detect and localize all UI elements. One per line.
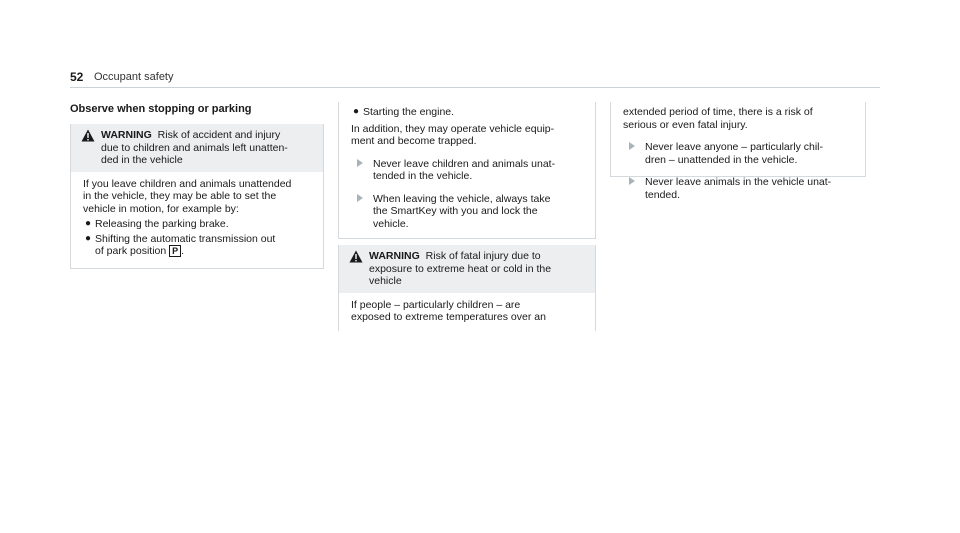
instruction-step (623, 141, 855, 166)
list-item (351, 106, 585, 119)
instruction-step (351, 158, 585, 183)
section-title: Occupant safety (94, 71, 174, 83)
bullet-dot-icon: ● (85, 218, 92, 229)
warning-box-temperature-continued (610, 102, 866, 201)
warning-text (101, 129, 288, 167)
instruction-step (351, 193, 585, 231)
warning-box-temperature (338, 245, 596, 331)
step-text: When leaving the vehicle, always take (373, 192, 551, 205)
warning-body (71, 172, 323, 268)
warning-header (71, 124, 323, 172)
step-text: Never leave anyone – particularly chil- (645, 141, 824, 153)
page-number: 52 (70, 70, 84, 84)
bullet-dot-icon: ● (353, 106, 360, 117)
list-item-text: Starting the engine. (363, 106, 455, 118)
triangle-right-icon (629, 177, 635, 185)
warning-box-accident (70, 124, 324, 269)
body-line: in the vehicle, they may be able to set the (83, 190, 277, 202)
step-text: Never leave children and animals unat- (373, 157, 556, 170)
step-text: Never leave animals in the vehicle unat- (645, 176, 832, 188)
warning-header (339, 245, 595, 293)
warning-label: WARNING (369, 250, 420, 262)
triangle-right-icon (357, 159, 363, 167)
step-text: vehicle. (373, 217, 409, 230)
step-text: tended. (645, 188, 681, 201)
triangle-right-icon (629, 142, 635, 150)
step-text: the SmartKey with you and lock the (373, 205, 538, 217)
warning-label: WARNING (101, 129, 152, 141)
warning-triangle-icon (349, 250, 363, 263)
body-paragraph (83, 178, 313, 216)
warning-line: ded in the vehicle (101, 154, 183, 166)
warning-line: due to children and animals left unatten- (101, 141, 288, 154)
bullet-dot-icon: ● (85, 232, 92, 244)
body-line: ment and become trapped. (351, 135, 477, 147)
warning-line: Risk of accident and injury (157, 129, 281, 141)
instruction-step (623, 176, 855, 201)
body-line: serious or even fatal injury. (623, 118, 748, 131)
body-paragraph (351, 123, 585, 148)
warning-box-continued (338, 102, 596, 239)
triangle-right-icon (357, 194, 363, 202)
body-line: exposed to extreme temperatures over an (351, 311, 546, 323)
body-line: vehicle in motion, for example by: (83, 202, 239, 215)
park-position-symbol: P (169, 245, 181, 257)
warning-body (339, 293, 595, 332)
warning-triangle-icon (81, 129, 95, 142)
body-line: extended period of time, there is a risk of (623, 106, 813, 118)
warning-line: Risk of fatal injury due to (425, 250, 541, 262)
list-item-text: Releasing the parking brake. (95, 218, 229, 230)
body-line: If people – particularly children – are (351, 298, 521, 311)
list-item (83, 218, 313, 231)
warning-line: exposure to extreme heat or cold in the (369, 262, 552, 275)
body-line: If you leave children and animals unattended (83, 177, 292, 190)
continued-body (611, 102, 865, 209)
step-text: dren – unattended in the vehicle. (645, 153, 798, 166)
continued-body (339, 102, 595, 238)
list-item-text: of park position (95, 245, 167, 257)
header-divider (70, 87, 880, 88)
column-heading: Observe when stopping or parking (70, 103, 252, 115)
list-item: ● Shifting the automatic transmission out of park position P . (85, 232, 276, 257)
body-line: In addition, they may operate vehicle equip- (351, 122, 555, 135)
step-text: tended in the vehicle. (373, 170, 473, 182)
list-item-text: Shifting the automatic transmission out (95, 232, 276, 245)
body-paragraph (623, 106, 855, 131)
warning-line: vehicle (369, 275, 402, 287)
warning-text (369, 250, 551, 288)
